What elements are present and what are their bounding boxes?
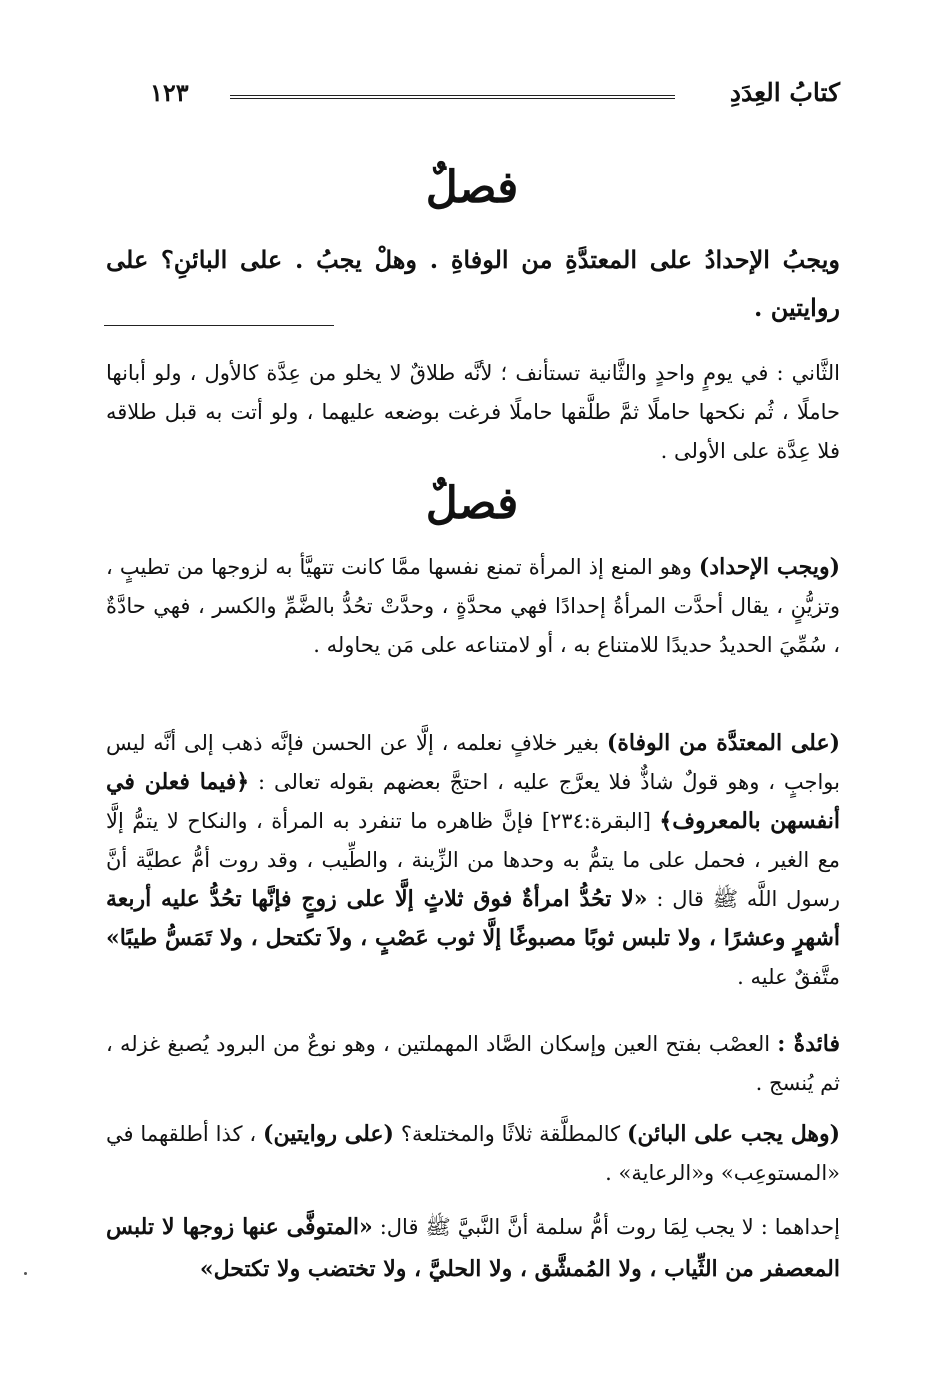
book-title: كتابُ العِدَدِ (729, 78, 840, 107)
commentary-text: [البقرة:٢٣٤] فإنَّ ظاهره ما تنفرد به المرأة ، والنكاح لا يتمُّ إلَّا مع الغير ، فحمل على ما يتمُّ به وحدها من الزِّينة ، والطِّيب ، وقد روت أمُّ عطيَّة أنَّ رسول اللَّه ﷺ قال : (106, 809, 840, 911)
section-title-2: فصلٌ (425, 478, 519, 529)
matn-quote: (ويجب الإحداد) (698, 554, 841, 580)
note-label: فائدةٌ : (777, 1031, 840, 1057)
commentary-paragraph-5 (106, 1206, 840, 1290)
commentary-text: وهو المنع إذ المرأة تمنع نفسها ممَّا كانت تتهيَّأ به لزوجها من تطيبٍ ، وتزيُّنٍ ، يقال أحدَّت المرأةُ إحدادًا فهي محدَّةٍ ، وحدَّتْ تحُدُّ بالضَّمِّ والكسر ، فهي حادَّةٌ ، سُمِّيَ الحديدُ حديدًا للامتناع به ، أو لامتناعه على مَن يحاوله . (106, 555, 840, 657)
commentary-paragraph-2 (106, 724, 840, 997)
commentary-text: كالمطلَّقة ثلاثًا والمختلعة؟ (393, 1122, 627, 1146)
hadith-text: «المتوفَّى عنها زوجها لا تلبس المعصفر من الثِّياب ، ولا المُمشَّق ، ولا الحليَّ ، ولا تختضب ولا تكتحل» (106, 1214, 840, 1282)
commentary-text: بغير خلافٍ نعلمه ، إلَّا عن الحسن فإنَّه ذهب إلى أنَّه ليس بواجبٍ ، وهو قولٌ شاذٌّ فلا يعرَّج عليه ، احتجَّ بعضهم بقوله تعالى : (106, 731, 840, 794)
quran-verse: ﴿فيما فعلن في أنفسهن بالمعروف﴾ (106, 769, 840, 834)
matn-quote: (على روايتين) (263, 1121, 394, 1147)
matn-quote: (على المعتدَّة من الوفاة) (606, 730, 840, 756)
note-paragraph (106, 1025, 840, 1103)
page-number: ١٢٣ (150, 78, 189, 107)
commentary-paragraph-4 (106, 1115, 840, 1193)
commentary-text: متَّفقٌ عليه . (737, 965, 840, 989)
separator-rule (104, 325, 334, 326)
commentary-paragraph: الثَّاني : في يومٍ واحدٍ والثَّانية تستأنف ؛ لأنَّه طلاقٌ لا يخلو من عِدَّة كالأول ، ولو أبانها حاملًا ، ثُم نكحها حاملًا ثمَّ طلَّقها حاملًا فرغت بوضعه عليهما ، ولو أتت به قبل طلاقه فلا عِدَّة على الأولى . (106, 361, 840, 463)
running-header (150, 78, 840, 114)
commentary-text: ، كذا أطلقهما في «المستوعِب» و«الرعاية» . (106, 1122, 840, 1185)
section-title-1: فصلٌ (425, 162, 519, 213)
scan-speck (24, 1272, 27, 1275)
header-rule (230, 95, 675, 99)
hadith-text: «لا تحُدُّ امرأةٌ فوق ثلاثٍ إلَّا على زوجٍ فإنَّها تحُدُّ عليه أربعة أشهرٍ وعشرًا ، ولا تلبس ثوبًا مصبوغًا إلَّا ثوب عَصْبٍ ، ولاَ تكتحل ، ولا تَمَسُّ طيبًا» (106, 886, 840, 951)
matn-text: ويجبُ الإحدادُ على المعتدَّةِ من الوفاةِ . وهلْ يجبُ . على البائنِ؟ على روايتين . (106, 245, 840, 322)
note-text: العصْب بفتح العين وإسكان الصَّاد المهملتين ، وهو نوعٌ من البرود يُصبغ غزله ، ثم يُنسج . (106, 1032, 840, 1095)
commentary-text: إحداهما : لا يجب لِمَا روت أمُّ سلمة أنَّ النَّبيَّ ﷺ قال: (372, 1215, 840, 1239)
commentary-paragraph-1 (106, 548, 840, 665)
matn-quote: (وهل يجب على البائن) (627, 1121, 840, 1147)
